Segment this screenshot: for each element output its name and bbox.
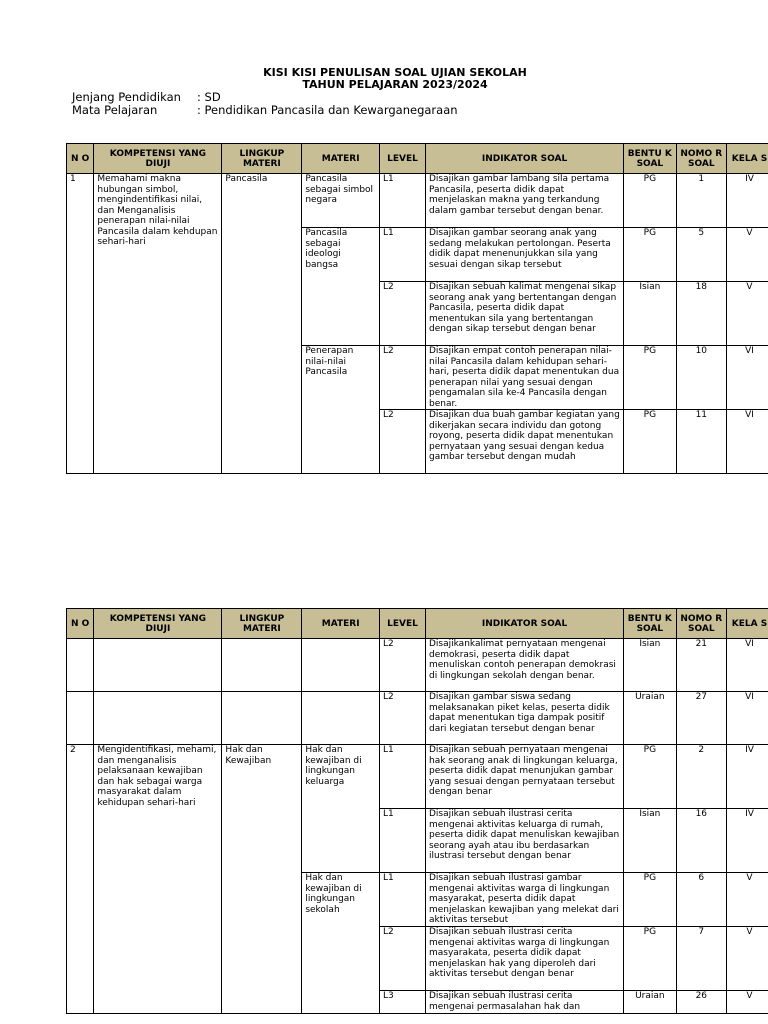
cell-lingkup: Pancasila	[222, 174, 302, 474]
cell-level: L2	[380, 346, 426, 410]
cell-nomor: 26	[676, 991, 726, 1014]
cell-materi: Pancasila sebagai ideologi bangsa	[302, 228, 380, 346]
cell-indikator: Disajikankalimat pernyataan mengenai demokrasi, peserta didik dapat menuliskan contoh penerapan demokrasi di lingkungan sekolah dengan benar.	[425, 639, 623, 692]
cell-nomor: 7	[676, 927, 726, 991]
header-materi: MATERI	[302, 144, 380, 174]
kisi-table-2	[66, 608, 768, 1014]
cell-kelas: VI	[726, 410, 768, 474]
cell-indikator: Disajikan dua buah gambar kegiatan yang dikerjakan secara individu dan gotong royong, peserta didik dapat menentukan pernyataan yang sesuai dengan kedua gambar tersebut dengan mudah	[425, 410, 623, 474]
header-kelas: KELA S	[726, 144, 768, 174]
cell-level: L1	[380, 873, 426, 927]
header-indikator: INDIKATOR SOAL	[425, 609, 623, 639]
cell-indikator: Disajikan sebuah kalimat mengenai sikap seorang anak yang bertentangan dengan Pancasila, peserta didik dapat menentukan sila yang bertentangan dengan sikap tersebut dengan benar	[425, 282, 623, 346]
cell-kompetensi: Mengidentifikasi, mehami, dan menganalisis pelaksanaan kewajiban dan hak sebagai warga masyarakat dalam kehidupan sehari-hari	[94, 745, 222, 1014]
table-header-row	[67, 144, 768, 174]
cell-materi: Pancasila sebagai simbol negara	[302, 174, 380, 228]
cell-kelas: V	[726, 282, 768, 346]
cell-level: L2	[380, 282, 426, 346]
cell-indikator: Disajikan sebuah ilustrasi cerita mengenai aktivitas keluarga di rumah, peserta didik dapat menuliskan kewajiban seorang ayah atau ibu berdasarkan ilustrasi tersebut dengan benar	[425, 809, 623, 873]
table-row	[67, 745, 768, 809]
cell-bentuk: Isian	[624, 639, 677, 692]
header-nomor: NOMO R SOAL	[676, 144, 726, 174]
cell-materi: Penerapan nilai-nilai Pancasila	[302, 346, 380, 474]
cell-kelas: V	[726, 228, 768, 282]
cell-bentuk: Uraian	[624, 991, 677, 1014]
cell-indikator: Disajikan gambar seorang anak yang sedang melakukan pertolongan. Peserta didik dapat menenunjukkan sila yang sesuai dengan sikap tersebut	[425, 228, 623, 282]
cell-level: L1	[380, 745, 426, 809]
cell-indikator: Disajikan gambar siswa sedang melaksanakan piket kelas, peserta didik dapat menentukan tiga dampak positif dari kegiatan tersebut dengan benar	[425, 692, 623, 745]
header-level: LEVEL	[380, 609, 426, 639]
header-kompetensi: KOMPETENSI YANG DIUJI	[94, 609, 222, 639]
cell-materi: Hak dan kewajiban di lingkungan sekolah	[302, 873, 380, 1014]
cell-indikator: Disajikan empat contoh penerapan nilai-nilai Pancasila dalam kehidupan sehari-hari, peserta didik dapat menentukan dua penerapan nilai yang sesuai dengan pengamalan sila ke-4 Pancasila dengan benar.	[425, 346, 623, 410]
header-materi: MATERI	[302, 609, 380, 639]
table-row	[67, 174, 768, 228]
cell-nomor: 10	[676, 346, 726, 410]
cell-no	[67, 692, 94, 745]
cell-indikator: Disajikan gambar lambang sila pertama Pancasila, peserta didik dapat menjelaskan makna yang terkandung dalam gambar tersebut dengan benar.	[425, 174, 623, 228]
cell-nomor: 11	[676, 410, 726, 474]
cell-bentuk: PG	[624, 174, 677, 228]
cell-level: L2	[380, 927, 426, 991]
cell-level: L1	[380, 228, 426, 282]
cell-kelas: VI	[726, 692, 768, 745]
cell-kelas: VI	[726, 639, 768, 692]
cell-indikator: Disajikan sebuah ilustrasi cerita mengenai permasalahan hak dan	[425, 991, 623, 1014]
cell-kelas: V	[726, 991, 768, 1014]
cell-materi	[302, 639, 380, 692]
cell-indikator: Disajikan sebuah pernyataan mengenai hak seorang anak di lingkungan keluarga, peserta didik dapat menunjukan gambar yang sesuai dengan pernyataan tersebut dengan benar	[425, 745, 623, 809]
cell-nomor: 18	[676, 282, 726, 346]
table-header-row	[67, 609, 768, 639]
meta-label: Jenjang Pendidikan	[72, 90, 181, 104]
document-subtitle: TAHUN PELAJARAN 2023/2024	[302, 78, 488, 91]
cell-no: 2	[67, 745, 94, 1014]
cell-kelas: IV	[726, 809, 768, 873]
header-lingkup: LINGKUP MATERI	[222, 609, 302, 639]
cell-bentuk: Uraian	[624, 692, 677, 745]
cell-bentuk: PG	[624, 228, 677, 282]
cell-bentuk: PG	[624, 745, 677, 809]
meta-value: : SD	[197, 90, 221, 104]
header-bentuk: BENTU K SOAL	[624, 144, 677, 174]
meta-label: Mata Pelajaran	[72, 103, 158, 117]
header-nomor: NOMO R SOAL	[676, 609, 726, 639]
header-level: LEVEL	[380, 144, 426, 174]
header-indikator: INDIKATOR SOAL	[425, 144, 623, 174]
cell-lingkup	[222, 692, 302, 745]
cell-kompetensi: Memahami makna hubungan simbol, mengindentifikasi nilai, dan Menganalisis penerapan nilai-nilai Pancasila dalam kehdupan sehari-hari	[94, 174, 222, 474]
cell-kelas: IV	[726, 174, 768, 228]
cell-lingkup	[222, 639, 302, 692]
header-bentuk: BENTU K SOAL	[624, 609, 677, 639]
document-title: KISI KISI PENULISAN SOAL UJIAN SEKOLAH	[263, 66, 527, 79]
cell-kompetensi	[94, 639, 222, 692]
cell-level: L1	[380, 809, 426, 873]
cell-nomor: 5	[676, 228, 726, 282]
cell-level: L2	[380, 692, 426, 745]
cell-nomor: 2	[676, 745, 726, 809]
cell-materi: Hak dan kewajiban di lingkungan keluarga	[302, 745, 380, 873]
cell-nomor: 6	[676, 873, 726, 927]
cell-kelas: V	[726, 873, 768, 927]
header-no: N O	[67, 144, 94, 174]
cell-kelas: IV	[726, 745, 768, 809]
cell-kompetensi	[94, 692, 222, 745]
cell-bentuk: Isian	[624, 809, 677, 873]
cell-bentuk: PG	[624, 410, 677, 474]
cell-indikator: Disajikan sebuah ilustrasi cerita mengenai aktivitas warga di lingkungan masyarakata, peserta didik dapat menjelaskan hak yang diperoleh dari aktivitas tersebut dengan benar	[425, 927, 623, 991]
cell-bentuk: PG	[624, 927, 677, 991]
table-row	[67, 692, 768, 745]
cell-bentuk: Isian	[624, 282, 677, 346]
cell-level: L2	[380, 639, 426, 692]
header-lingkup: LINGKUP MATERI	[222, 144, 302, 174]
cell-bentuk: PG	[624, 346, 677, 410]
header-no: N O	[67, 609, 94, 639]
cell-kelas: VI	[726, 346, 768, 410]
cell-nomor: 27	[676, 692, 726, 745]
meta-value: : Pendidikan Pancasila dan Kewarganegaraan	[197, 103, 458, 117]
cell-nomor: 21	[676, 639, 726, 692]
cell-kelas: V	[726, 927, 768, 991]
cell-lingkup: Hak dan Kewajiban	[222, 745, 302, 1014]
cell-level: L1	[380, 174, 426, 228]
header-kelas: KELA S	[726, 609, 768, 639]
cell-no	[67, 639, 94, 692]
kisi-table-1	[66, 143, 768, 474]
cell-no: 1	[67, 174, 94, 474]
cell-level: L3	[380, 991, 426, 1014]
cell-materi	[302, 692, 380, 745]
table-row	[67, 639, 768, 692]
cell-level: L2	[380, 410, 426, 474]
header-kompetensi: KOMPETENSI YANG DIUJI	[94, 144, 222, 174]
cell-nomor: 16	[676, 809, 726, 873]
cell-bentuk: PG	[624, 873, 677, 927]
cell-nomor: 1	[676, 174, 726, 228]
cell-indikator: Disajikan sebuah ilustrasi gambar mengenai aktivitas warga di lingkungan masyarakat, peserta didik dapat menjelaskan kewajiban yang melekat dari aktivitas tersebut	[425, 873, 623, 927]
